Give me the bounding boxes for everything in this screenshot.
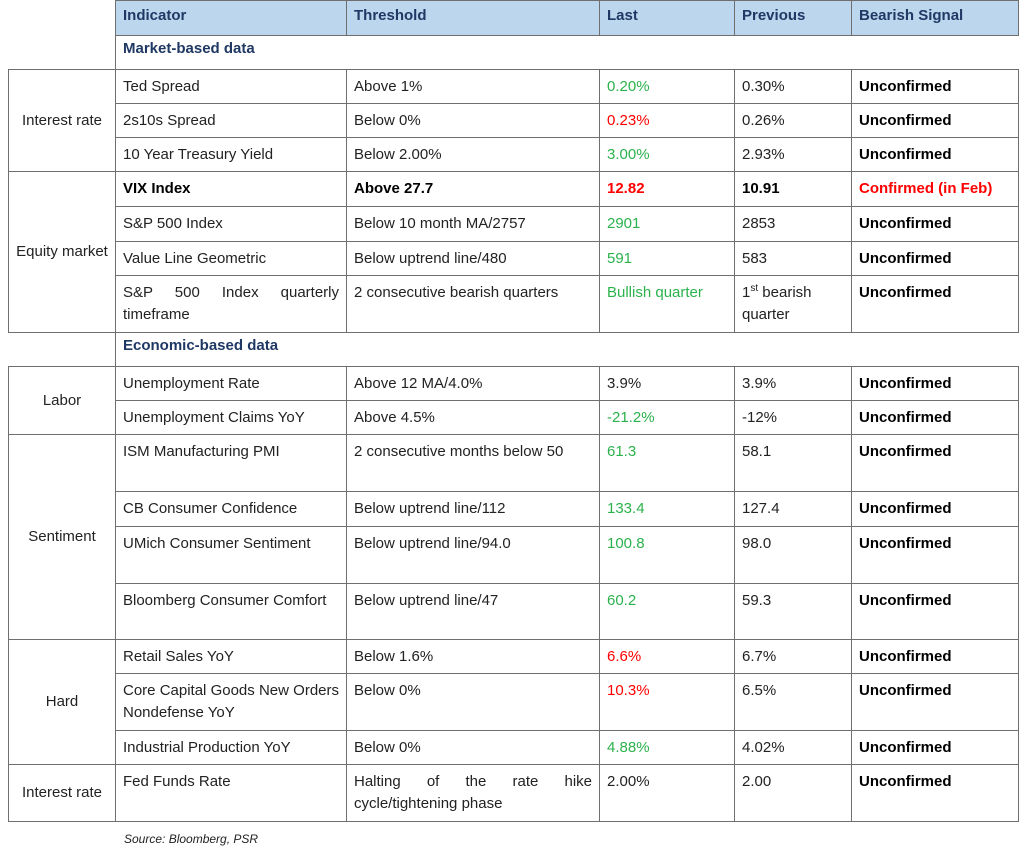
indicator-cell: S&P 500 Index quarterly timeframe xyxy=(116,276,347,333)
indicator-cell: ISM Manufacturing PMI xyxy=(116,435,347,492)
bearish-signal-cell: Unconfirmed xyxy=(852,731,1019,765)
bearish-signal-cell: Unconfirmed xyxy=(852,435,1019,492)
table-row xyxy=(9,276,1019,333)
last-cell: 3.9% xyxy=(600,367,735,401)
table-row xyxy=(9,401,1019,435)
bearish-signal-cell: Unconfirmed xyxy=(852,401,1019,435)
last-cell: -21.2% xyxy=(600,401,735,435)
threshold-cell: Below uptrend line/480 xyxy=(347,242,600,276)
indicator-cell: S&P 500 Index xyxy=(116,207,347,242)
indicator-cell: Unemployment Rate xyxy=(116,367,347,401)
previous-cell: 127.4 xyxy=(735,492,852,527)
indicator-cell: CB Consumer Confidence xyxy=(116,492,347,527)
last-cell: Bullish quarter xyxy=(600,276,735,333)
previous-cell: 58.1 xyxy=(735,435,852,492)
last-cell: 12.82 xyxy=(600,172,735,207)
previous-rest: bearish quarter xyxy=(742,284,812,323)
previous-cell: 6.7% xyxy=(735,640,852,674)
threshold-cell: Below 1.6% xyxy=(347,640,600,674)
indicator-cell: VIX Index xyxy=(116,172,347,207)
last-cell: 2.00% xyxy=(600,765,735,822)
indicator-cell: Value Line Geometric xyxy=(116,242,347,276)
bearish-signal-cell: Unconfirmed xyxy=(852,584,1019,640)
table-row xyxy=(9,584,1019,640)
source-note: Source: Bloomberg, PSR xyxy=(124,832,259,846)
bearish-signal-cell: Unconfirmed xyxy=(852,138,1019,172)
section-row-economic xyxy=(9,333,1019,367)
previous-cell: 59.3 xyxy=(735,584,852,640)
bearish-signal-cell: Unconfirmed xyxy=(852,207,1019,242)
section-row-market xyxy=(9,36,1019,70)
previous-cell: 3.9% xyxy=(735,367,852,401)
table-row xyxy=(9,765,1019,822)
header-blank xyxy=(9,1,116,36)
indicator-cell: Bloomberg Consumer Comfort xyxy=(116,584,347,640)
header-last: Last xyxy=(600,1,735,36)
last-cell: 10.3% xyxy=(600,674,735,731)
previous-cell: 6.5% xyxy=(735,674,852,731)
indicator-cell: Fed Funds Rate xyxy=(116,765,347,822)
previous-cell: 98.0 xyxy=(735,527,852,584)
last-cell: 4.88% xyxy=(600,731,735,765)
group-sentiment: Sentiment xyxy=(9,435,116,640)
threshold-cell: Below uptrend line/94.0 xyxy=(347,527,600,584)
group-equity-market: Equity market xyxy=(9,172,116,333)
bearish-signal-cell: Unconfirmed xyxy=(852,367,1019,401)
threshold-cell: 2 consecutive months below 50 xyxy=(347,435,600,492)
threshold-cell: 2 consecutive bearish quarters xyxy=(347,276,600,333)
indicator-table-container xyxy=(8,0,1019,822)
group-interest-rate: Interest rate xyxy=(9,70,116,172)
threshold-cell: Above 4.5% xyxy=(347,401,600,435)
threshold-cell: Below 0% xyxy=(347,674,600,731)
bearish-signal-cell: Unconfirmed xyxy=(852,527,1019,584)
table-row xyxy=(9,492,1019,527)
threshold-cell: Below 10 month MA/2757 xyxy=(347,207,600,242)
bearish-signal-cell: Unconfirmed xyxy=(852,674,1019,731)
header-previous: Previous xyxy=(735,1,852,36)
table-row xyxy=(9,731,1019,765)
threshold-cell: Below 0% xyxy=(347,731,600,765)
header-threshold: Threshold xyxy=(347,1,600,36)
previous-cell: 583 xyxy=(735,242,852,276)
bearish-signal-cell: Unconfirmed xyxy=(852,492,1019,527)
threshold-cell: Below 2.00% xyxy=(347,138,600,172)
previous-cell: 2853 xyxy=(735,207,852,242)
last-cell: 133.4 xyxy=(600,492,735,527)
last-cell: 100.8 xyxy=(600,527,735,584)
bearish-signal-cell: Unconfirmed xyxy=(852,276,1019,333)
indicator-cell: Ted Spread xyxy=(116,70,347,104)
table-row xyxy=(9,207,1019,242)
threshold-cell: Above 12 MA/4.0% xyxy=(347,367,600,401)
previous-cell: 0.26% xyxy=(735,104,852,138)
threshold-cell: Below uptrend line/47 xyxy=(347,584,600,640)
threshold-cell: Below uptrend line/112 xyxy=(347,492,600,527)
group-labor: Labor xyxy=(9,367,116,435)
threshold-cell: Below 0% xyxy=(347,104,600,138)
previous-prefix: 1 xyxy=(742,284,751,301)
table-row xyxy=(9,527,1019,584)
table-row xyxy=(9,70,1019,104)
bearish-signal-cell: Unconfirmed xyxy=(852,242,1019,276)
group-interest-rate-2: Interest rate xyxy=(9,765,116,822)
bearish-signal-cell: Unconfirmed xyxy=(852,70,1019,104)
last-cell: 6.6% xyxy=(600,640,735,674)
bearish-signal-cell: Unconfirmed xyxy=(852,104,1019,138)
bearish-signal-table xyxy=(8,0,1019,822)
indicator-cell: Unemployment Claims YoY xyxy=(116,401,347,435)
previous-superscript: st xyxy=(750,283,759,294)
table-row xyxy=(9,435,1019,492)
previous-cell: -12% xyxy=(735,401,852,435)
previous-cell: 10.91 xyxy=(735,172,852,207)
group-hard: Hard xyxy=(9,640,116,765)
bearish-signal-cell: Unconfirmed xyxy=(852,765,1019,822)
indicator-cell: 10 Year Treasury Yield xyxy=(116,138,347,172)
last-cell: 60.2 xyxy=(600,584,735,640)
indicator-cell: Core Capital Goods New Orders Nondefense YoY xyxy=(116,674,347,731)
section-title-market: Market-based data xyxy=(116,36,1019,70)
last-cell: 0.23% xyxy=(600,104,735,138)
bearish-signal-cell: Confirmed (in Feb) xyxy=(852,172,1019,207)
header-row xyxy=(9,1,1019,36)
last-cell: 591 xyxy=(600,242,735,276)
table-row xyxy=(9,242,1019,276)
last-cell: 61.3 xyxy=(600,435,735,492)
last-cell: 2901 xyxy=(600,207,735,242)
table-row xyxy=(9,640,1019,674)
previous-cell: 0.30% xyxy=(735,70,852,104)
indicator-cell: Retail Sales YoY xyxy=(116,640,347,674)
header-bearish-signal: Bearish Signal xyxy=(852,1,1019,36)
table-row xyxy=(9,138,1019,172)
previous-cell: 2.00 xyxy=(735,765,852,822)
table-row xyxy=(9,674,1019,731)
header-indicator: Indicator xyxy=(116,1,347,36)
previous-cell: 4.02% xyxy=(735,731,852,765)
indicator-cell: 2s10s Spread xyxy=(116,104,347,138)
previous-cell xyxy=(735,276,852,333)
bearish-signal-cell: Unconfirmed xyxy=(852,640,1019,674)
last-cell: 0.20% xyxy=(600,70,735,104)
last-cell: 3.00% xyxy=(600,138,735,172)
threshold-cell: Halting of the rate hike cycle/tightening phase xyxy=(347,765,600,822)
table-row xyxy=(9,367,1019,401)
threshold-cell: Above 1% xyxy=(347,70,600,104)
previous-cell: 2.93% xyxy=(735,138,852,172)
indicator-cell: UMich Consumer Sentiment xyxy=(116,527,347,584)
indicator-cell: Industrial Production YoY xyxy=(116,731,347,765)
section-title-economic: Economic-based data xyxy=(116,333,1019,367)
table-row xyxy=(9,104,1019,138)
table-row xyxy=(9,172,1019,207)
threshold-cell: Above 27.7 xyxy=(347,172,600,207)
